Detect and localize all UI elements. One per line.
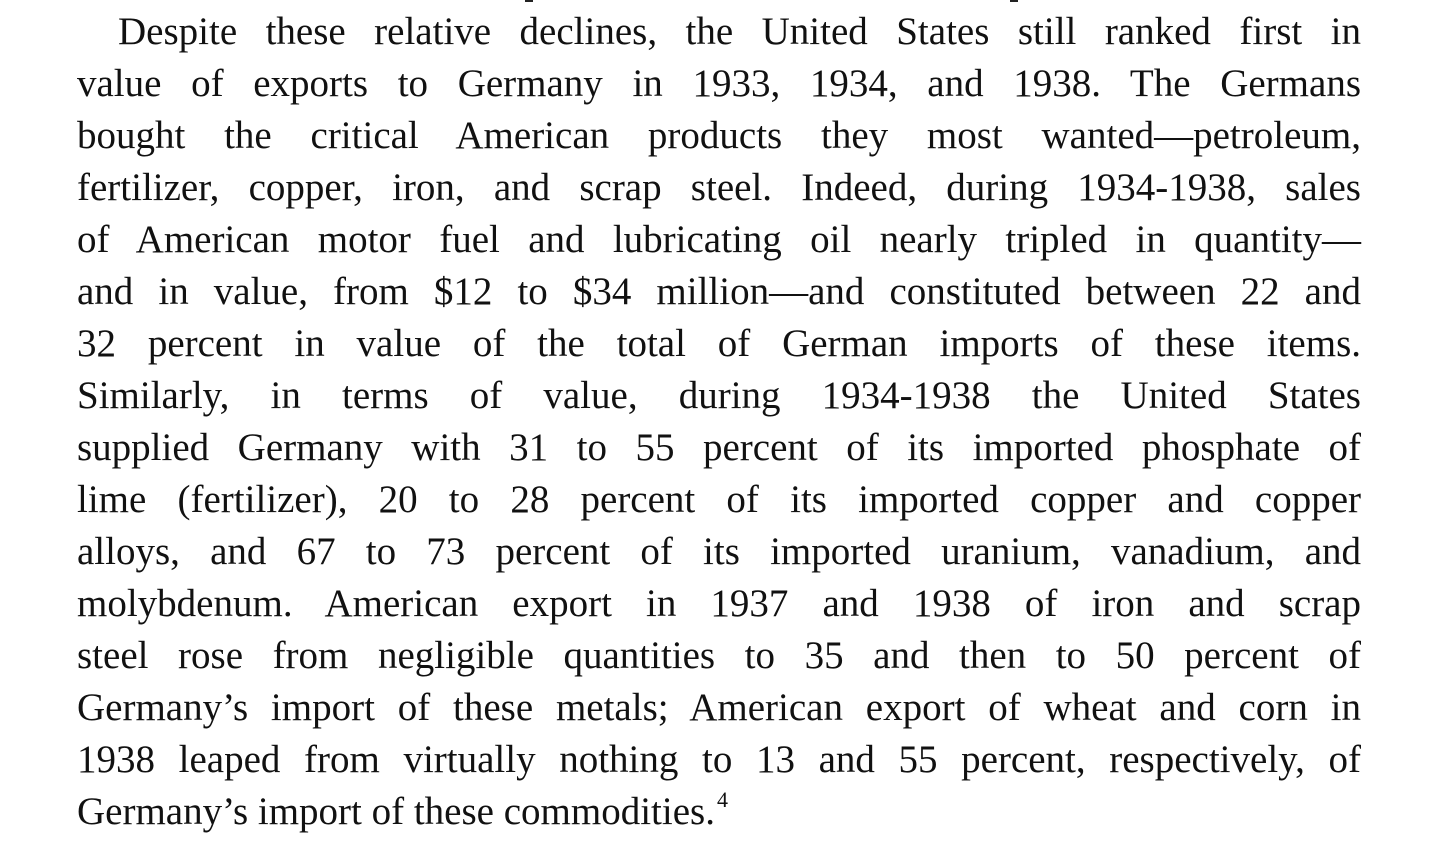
paragraph-line: 32 percent in value of the total of German imports of these items.	[77, 322, 1361, 365]
paragraph-line-last	[77, 787, 1361, 837]
paragraph-line: Similarly, in terms of value, during 1934-1938 the United States	[77, 374, 1361, 417]
paragraph-line: value of exports to Germany in 1933, 1934, and 1938. The Germans	[77, 62, 1361, 105]
paragraph-line: of American motor fuel and lubricating oil nearly tripled in quantity—	[77, 218, 1361, 261]
paragraph-line: supplied Germany with 31 to 55 percent of its imported phosphate of	[77, 426, 1361, 469]
paragraph-line: alloys, and 67 to 73 percent of its imported uranium, vanadium, and	[77, 530, 1361, 573]
paragraph-line: molybdenum. American export in 1937 and 1938 of iron and scrap	[77, 582, 1361, 625]
paragraph-line-text: Germany’s import of these commodities.	[77, 790, 715, 833]
paragraph-line: bought the critical American products they most wanted—petroleum,	[77, 114, 1361, 157]
cropped-text-fragment	[525, 0, 533, 2]
paragraph-line: Despite these relative declines, the United States still ranked first in	[118, 10, 1361, 53]
paragraph-line: 1938 leaped from virtually nothing to 13 and 55 percent, respectively, of	[77, 738, 1361, 781]
paragraph-line: fertilizer, copper, iron, and scrap steel. Indeed, during 1934-1938, sales	[77, 166, 1361, 209]
paragraph-line: and in value, from $12 to $34 million—and constituted between 22 and	[77, 270, 1361, 313]
footnote-marker: 4	[716, 787, 728, 812]
cropped-text-fragment	[1010, 0, 1018, 2]
paragraph-line: lime (fertilizer), 20 to 28 percent of its imported copper and copper	[77, 478, 1361, 521]
paragraph-line: steel rose from negligible quantities to 35 and then to 50 percent of	[77, 634, 1361, 677]
paragraph-line: Germany’s import of these metals; American export of wheat and corn in	[77, 686, 1361, 729]
